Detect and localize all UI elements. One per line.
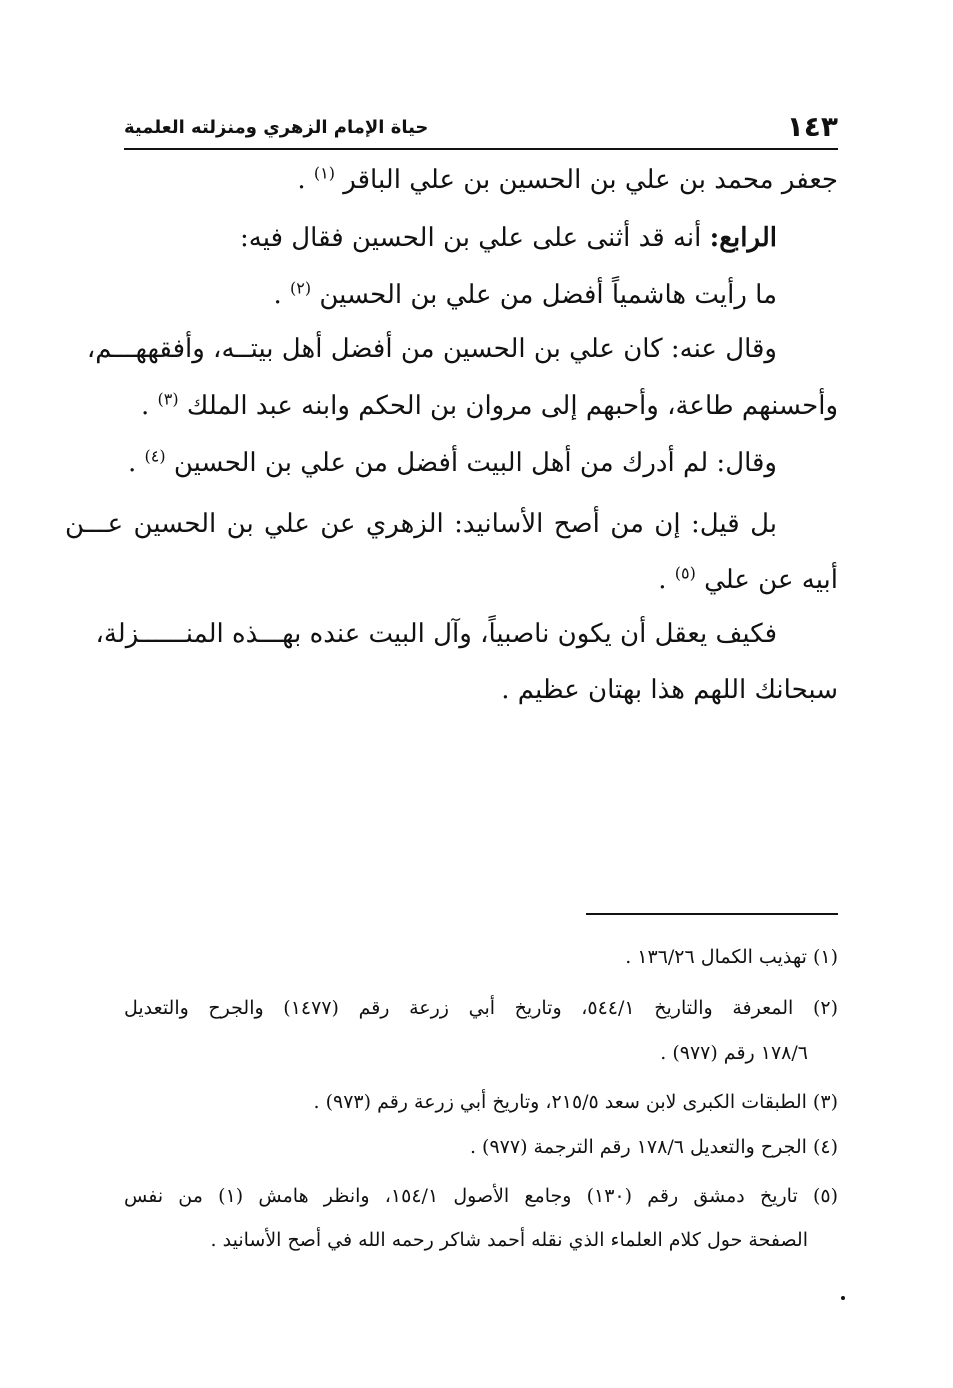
footnote-5-continuation: [124, 1224, 808, 1256]
body-line-3: [125, 275, 777, 315]
sentence-end: .: [141, 391, 150, 421]
footnote-ref-1: (١): [313, 163, 335, 183]
sentence-end: .: [658, 565, 667, 595]
body-text: ما رأيت هاشمياً أفضل من علي بن الحسين: [319, 280, 777, 310]
footnote-text: (٢) المعرفة والتاريخ ٥٤٤/١، وتاريخ أبي زرعة رقم (١٤٧٧) والجرح والتعديل: [124, 997, 838, 1019]
sentence-end: .: [297, 165, 306, 195]
footnote-text: الصفحة حول كلام العلماء الذي نقله أحمد شاكر رحمه الله في أصح الأسانيد .: [210, 1229, 808, 1251]
footnote-ref-3: (٣): [157, 389, 179, 409]
body-text: سبحانك اللهم هذا بهتان عظيم .: [501, 675, 838, 705]
page-header: [124, 108, 838, 150]
footnote-ref-2: (٢): [289, 278, 312, 298]
footnote-text: (١) تهذيب الكمال ١٣٦/٢٦ .: [625, 946, 838, 968]
body-line-7: [65, 504, 777, 544]
footnote-1: [124, 941, 838, 973]
footnote-text: (٣) الطبقات الكبرى لابن سعد ٢١٥/٥، وتاريخ أبي زرعة رقم (٩٧٣) .: [313, 1091, 838, 1113]
footnote-4: [124, 1131, 838, 1163]
page-number: ١٤٣: [786, 110, 838, 143]
body-line-5: [124, 386, 838, 426]
body-line-8: [124, 560, 838, 600]
footnote-text: ١٧٨/٦ رقم (٩٧٧) .: [660, 1042, 808, 1064]
body-line-2: [125, 218, 777, 258]
body-line-4: [86, 329, 777, 369]
footnote-text: (٤) الجرح والتعديل ١٧٨/٦ رقم الترجمة (٩٧٧) .: [469, 1136, 838, 1158]
running-title: حياة الإمام الزهري ومنزلته العلمية: [124, 117, 429, 138]
sentence-end: .: [127, 448, 137, 478]
body-text: فكيف يعقل أن يكون ناصبياً، وآل البيت عنده بهـــذه المنــــــزلة،: [95, 619, 777, 649]
body-text: وأحسنهم طاعة، وأحبهم إلى مروان بن الحكم وابنه عبد الملك: [186, 391, 838, 421]
body-text: أنه قد أثنى على علي بن الحسين فقال فيه:: [240, 223, 702, 253]
body-text: جعفر محمد بن علي بن الحسين بن علي الباقر: [343, 165, 838, 195]
body-text: أبيه عن علي: [704, 565, 838, 595]
page-mark: [841, 1296, 845, 1300]
body-line-10: [124, 670, 838, 710]
body-line-9: [95, 614, 777, 654]
body-text: وقال: لم أدرك من أهل البيت أفضل من علي بن الحسين: [173, 448, 777, 478]
footnote-ref-5: (٥): [674, 563, 696, 583]
sentence-end: .: [273, 280, 282, 310]
footnote-text: (٥) تاريخ دمشق رقم (١٣٠) وجامع الأصول ١٥٤/١، وانظر هامش (١) من نفس: [124, 1185, 839, 1207]
footnote-separator: [586, 913, 838, 915]
footnote-2-continuation: [124, 1037, 808, 1069]
body-text: وقال عنه: كان علي بن الحسين من أفضل أهل بيتــه، وأفقههـــم،: [86, 334, 777, 364]
footnote-2: [124, 992, 838, 1024]
body-line-1: [124, 160, 838, 200]
body-text: بل قيل: إن من أصح الأسانيد: الزهري عن علي بن الحسين عـــن: [65, 509, 777, 539]
body-line-6: [125, 443, 777, 483]
footnote-5: [124, 1180, 838, 1212]
section-lead: الرابع:: [709, 223, 777, 253]
footnote-3: [124, 1086, 838, 1118]
footnote-ref-4: (٤): [144, 446, 166, 466]
